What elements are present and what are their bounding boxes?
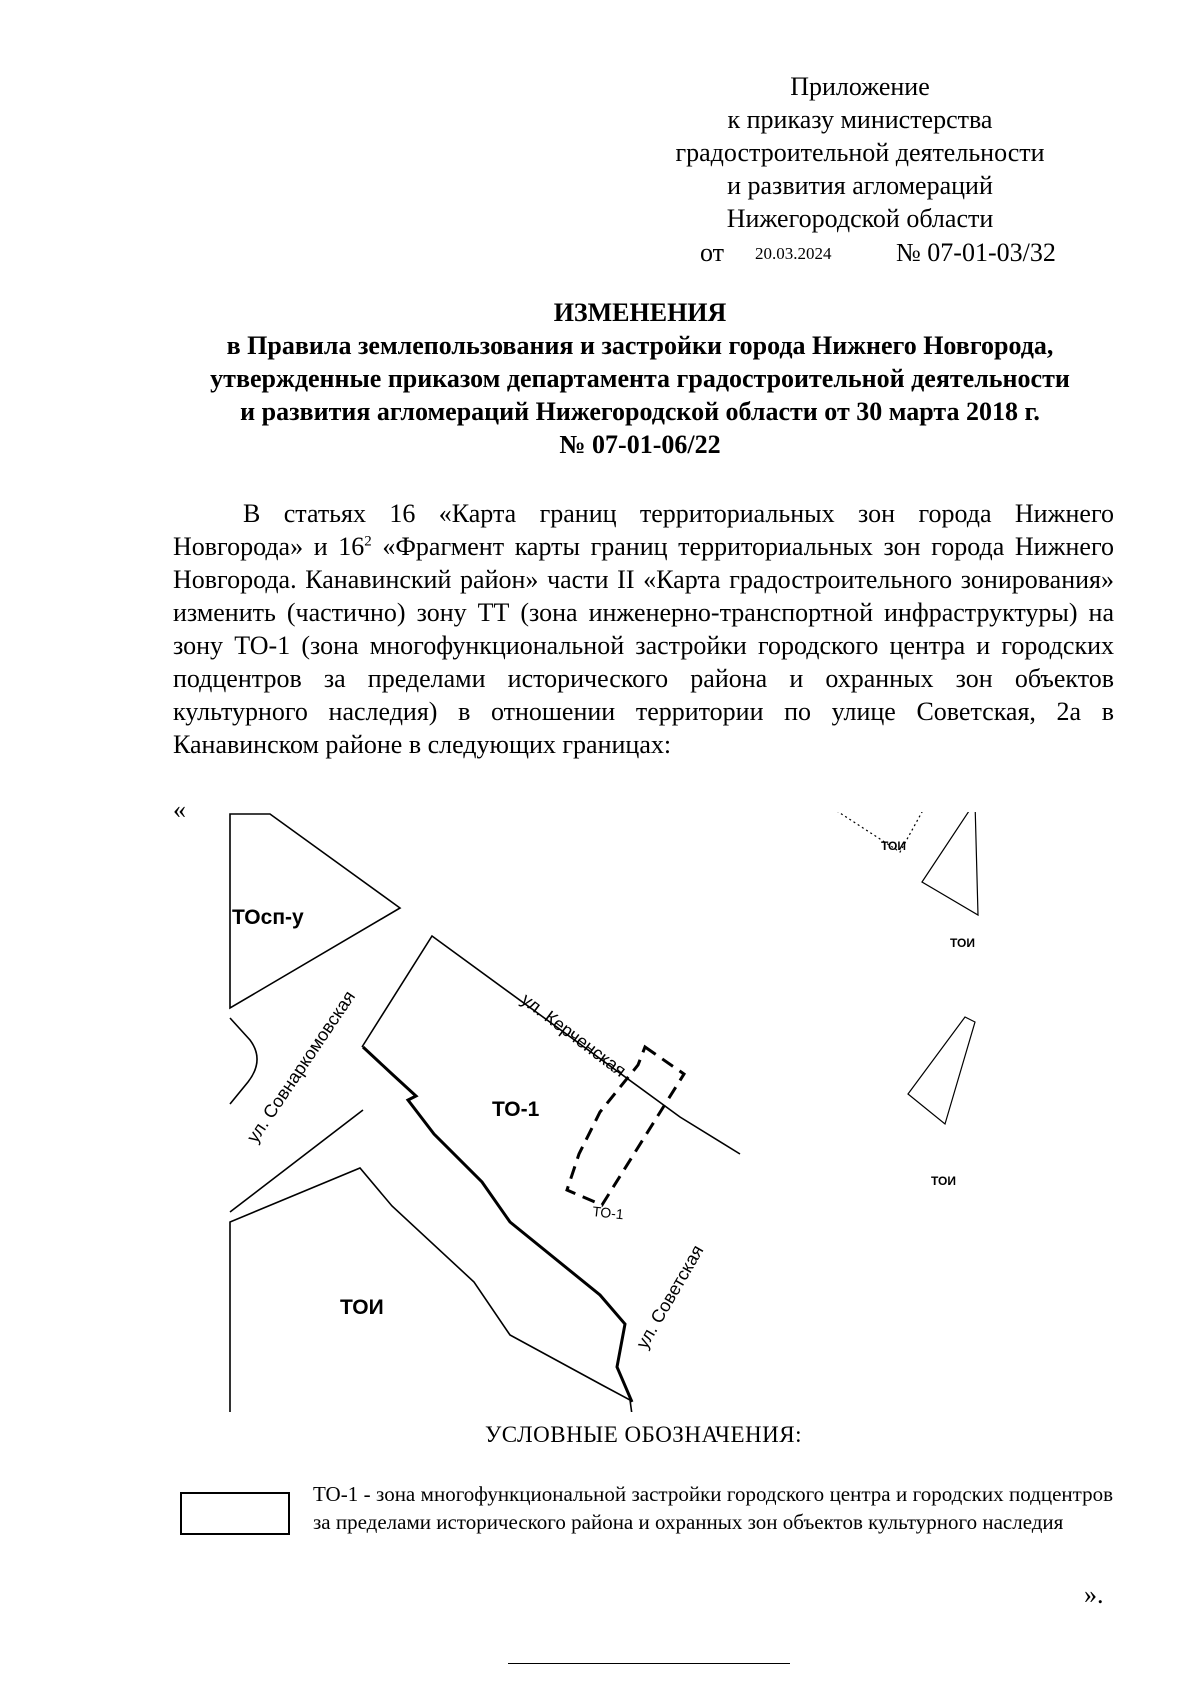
- appendix-header: [640, 70, 1080, 235]
- zone-label-to1-main: ТО-1: [492, 1098, 540, 1121]
- street-label-kerchenskaya: ул. Керченская: [517, 989, 630, 1081]
- zone-toi-outline: [230, 1168, 633, 1412]
- order-number: № 07-01-03/32: [896, 238, 1056, 267]
- body-paragraph: [173, 497, 1114, 761]
- zone-label-tosp-u: ТОсп-у: [232, 906, 304, 929]
- street-label-sovetskaya: ул. Советская: [632, 1241, 708, 1352]
- footer-divider: [508, 1663, 790, 1664]
- quote-open: «: [173, 795, 186, 824]
- order-reference: [700, 238, 1120, 272]
- title-line: № 07-01-06/22: [559, 430, 721, 459]
- quote-close: ».: [1084, 1580, 1104, 1609]
- legend-entry-text: ТО-1 - зона многофункциональной застройки городского центра и городских подцентров за пределами исторического района и охранных зон объектов культурного наследия: [313, 1482, 1113, 1534]
- title-line: в Правила землепользования и застройки города Нижнего Новгорода,: [226, 331, 1054, 360]
- appendix-line: к приказу министерства: [727, 105, 993, 134]
- body-text-part1: В статьях 16 «Карта границ территориальных зон города Нижнего Новгорода» и 16: [173, 499, 1114, 561]
- zone-label-toi-top: ТОИ: [881, 839, 906, 853]
- order-date: 20.03.2024: [755, 244, 832, 263]
- legend-swatch: [180, 1492, 290, 1535]
- zone-toi-mid-outline: [922, 812, 978, 915]
- zone-toi-low-outline: [908, 1017, 975, 1124]
- curb-curve: [230, 1018, 257, 1104]
- street-label-sovnarkomovskaya: ул. Совнаркомовская: [242, 987, 360, 1147]
- zone-to1-new-dashed: [567, 1047, 684, 1205]
- legend-title: УСЛОВНЫЕ ОБОЗНАЧЕНИЯ:: [484, 1422, 803, 1447]
- zone-label-to1-small: ТО-1: [591, 1203, 625, 1223]
- body-text-part2: «Фрагмент карты границ территориальных зон города Нижнего Новгорода. Канавинский район» части II «Карта градостроительного зонирования» изменить (частично) зону ТТ (зона инженерно-транспортной инфраструктуры) на зону ТО-1 (зона многофункциональной застройки городского центра и городских подцентров за пределами исторического района и охранных зон объектов культурного наследия) в отношении территории по улице Советская, 2а в Канавинском районе в следующих границах:: [173, 532, 1114, 759]
- zone-label-toi-mid: ТОИ: [950, 936, 975, 950]
- central-block-outline: [362, 936, 740, 1154]
- appendix-line: Приложение: [790, 72, 930, 101]
- appendix-line: Нижегородской области: [726, 204, 994, 233]
- zoning-map: [220, 812, 1100, 1412]
- title-line: утвержденные приказом департамента градостроительной деятельности: [210, 364, 1070, 393]
- zone-label-toi-main: ТОИ: [340, 1296, 384, 1319]
- document-title: [150, 296, 1130, 461]
- order-from-label: от: [700, 238, 725, 267]
- appendix-line: и развития агломераций: [727, 171, 993, 200]
- title-heading: ИЗМЕНЕНИЯ: [553, 298, 727, 327]
- title-line: и развития агломераций Нижегородской области от 30 марта 2018 г.: [240, 397, 1040, 426]
- appendix-line: градостроительной деятельности: [675, 138, 1045, 167]
- body-superscript: 2: [364, 533, 372, 550]
- zone-label-toi-low: ТОИ: [931, 1174, 956, 1188]
